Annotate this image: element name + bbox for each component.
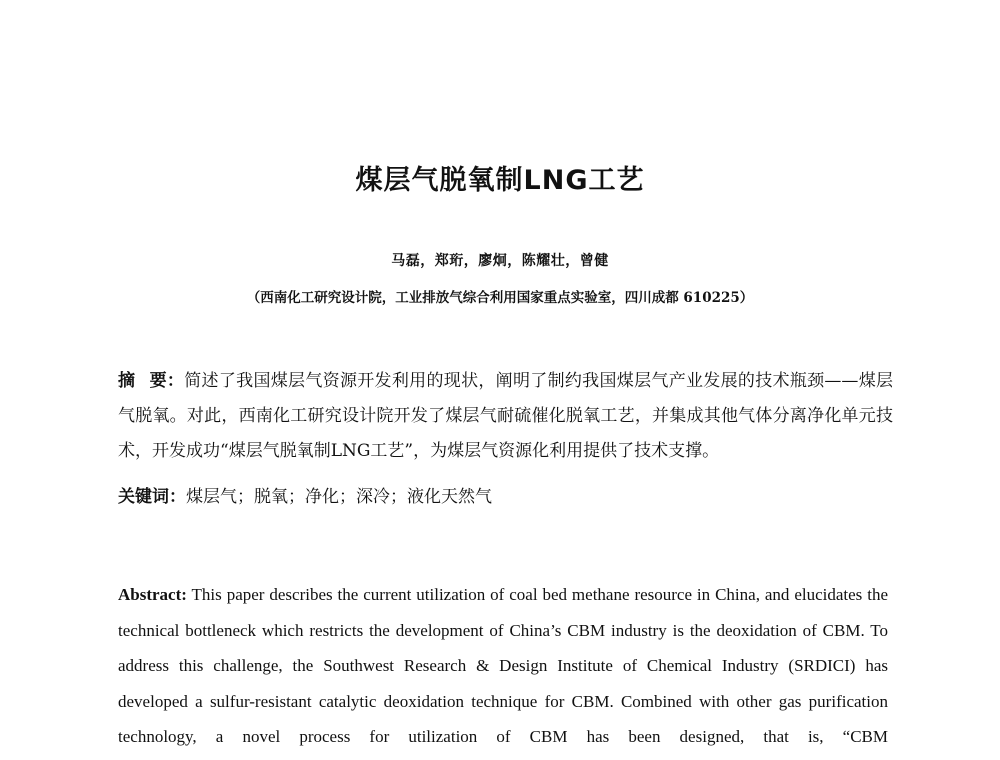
author-affiliation: （西南化工研究设计院，工业排放气综合利用国家重点实验室，四川成都 610225） — [246, 290, 754, 306]
chinese-keywords — [118, 482, 893, 507]
english-abstract — [118, 577, 888, 755]
paper-title: 煤层气脱氧制LNG工艺 — [355, 165, 645, 196]
keywords-text: 煤层气；脱氧；净化；深冷；液化天然气 — [186, 487, 492, 507]
author-list: 马磊，郑珩，廖炯，陈耀壮，曾健 — [391, 253, 609, 269]
english-abstract-text: This paper describes the current utilization of coal bed methane resource in China, and elucidates the technical bottleneck which restricts the development of China’s CBM industry is the deoxidation of CBM. To address this challenge, the Southwest Research & Design Institute of Chemical Industry (SRDICI) has developed a sulfur-resistant catalytic deoxidation technique for CBM. Combined with other gas purification technology, a novel process for utilization of CBM has been designed, that is, “CBM — [118, 585, 888, 746]
chinese-abstract-label: 摘 要： — [118, 371, 185, 391]
keywords-label: 关键词： — [118, 487, 186, 507]
chinese-abstract-text: 简述了我国煤层气资源开发利用的现状，阐明了制约我国煤层气产业发展的技术瓶颈——煤层气脱氧。对此，西南化工研究设计院开发了煤层气耐硫催化脱氧工艺，并集成其他气体分离净化单元技术，开发成功“煤层气脱氧制LNG工艺”，为煤层气资源化利用提供了技术支撑。 — [118, 371, 894, 461]
english-abstract-label: Abstract: — [118, 585, 187, 604]
chinese-abstract — [118, 364, 893, 469]
